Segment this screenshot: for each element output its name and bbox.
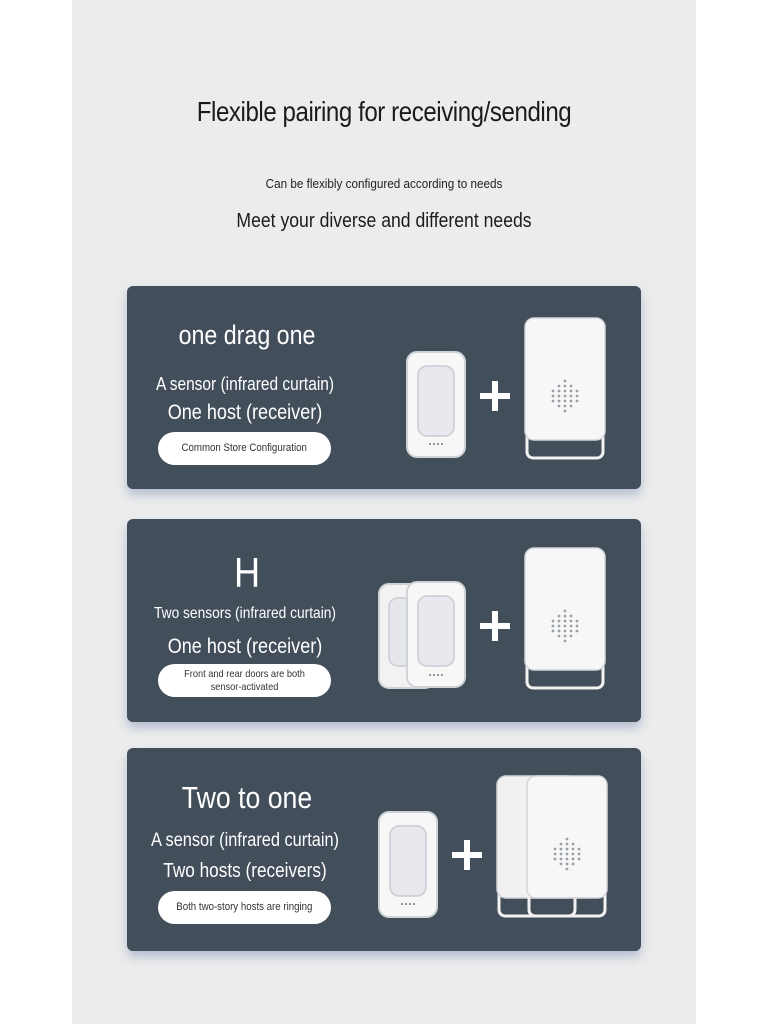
sensor-device-icon [407,352,465,457]
config-badge-label: Common Store Configuration [181,442,308,454]
card-host-line: Two hosts (receivers) [163,860,327,882]
page-title: Flexible pairing for receiving/sending [196,96,572,127]
device-illustration [367,519,641,722]
config-badge-label: Both two-story hosts are ringing [176,901,313,913]
config-card-two-to-one [127,748,641,951]
config-badge [158,891,331,924]
device-illustration [367,748,641,951]
page-subtitle: Can be flexibly configured according to needs [265,176,503,191]
plus-icon [480,381,510,411]
device-illustration [367,286,641,489]
product-page [72,0,696,1024]
card-sensor-line: A sensor (infrared curtain) [155,374,335,394]
receiver-host-icon [525,548,605,688]
card-title: Two to one [181,780,313,815]
card-sensor-line: A sensor (infrared curtain) [151,830,339,851]
receiver-host-icon [525,318,605,458]
card-title: one drag one [178,320,316,350]
config-badge [158,432,331,465]
plus-icon [452,840,482,870]
card-host-line: One host (receiver) [167,635,323,658]
config-badge [158,664,331,697]
page-tagline: Meet your diverse and different needs [236,210,532,232]
sensor-device-icon [379,812,437,917]
config-badge-label: Front and rear doors are both sensor-activated [184,667,305,693]
sensor-device-icon [407,582,465,687]
plus-icon [480,611,510,641]
card-sensor-line: Two sensors (infrared curtain) [153,605,336,622]
config-card-two-to-one-sensors [127,519,641,722]
receiver-host-icon [527,776,607,916]
card-host-line: One host (receiver) [167,401,323,424]
card-title: H [233,549,261,596]
config-card-one-to-one [127,286,641,489]
